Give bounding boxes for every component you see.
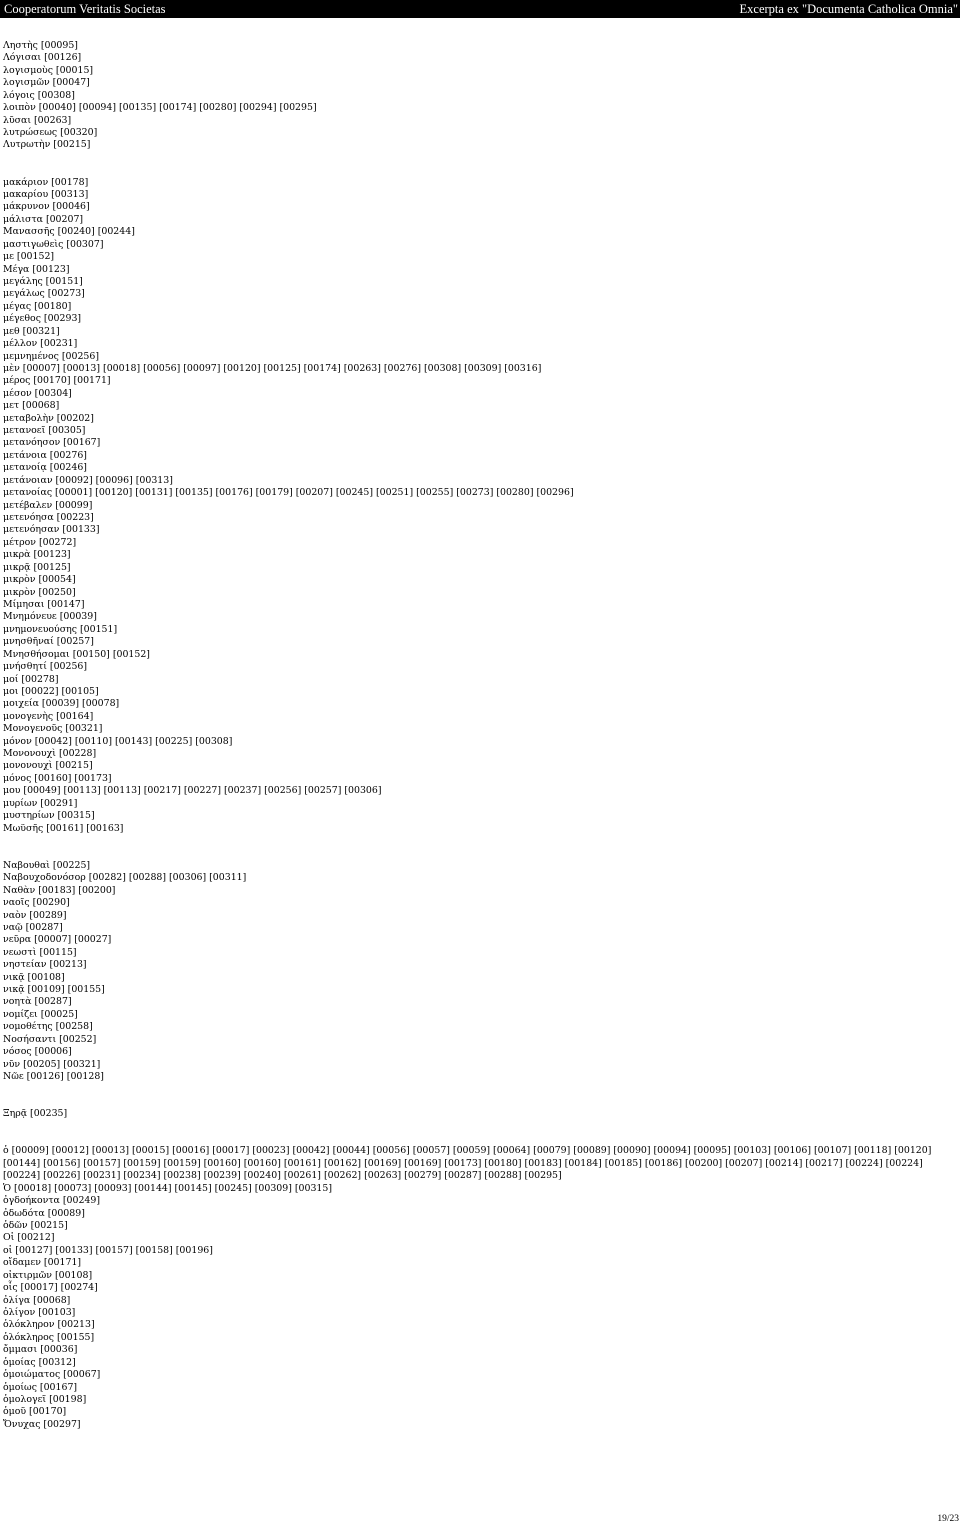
index-entry: ναῷ [00287] (3, 921, 63, 933)
index-entry: Ὁ [00018] [00073] [00093] [00144] [00145] [00245] [00309] [00315] (3, 1182, 333, 1194)
index-entry: ὁ [00009] [00012] [00013] [00015] [00016] [00017] [00023] [00042] [00044] [00056] [00057] [00059] [00064] [00079] [00089] [00090] [00094] [00095] [00103] [00106] [00107] [00118] [00120] [00144] [00156] [00157] [00159] [00159] [00160] [00160] [00161] [00162] [00169] [00169] [00173] [00180] [00183] [00184] [00185] [00186] [00200] [00207] [00214] [00217] [00224] [00224] [00224] [00226] [00231] [00234] [00238] [00239] [00240] [00261] [00262] [00263] [00279] [00287] [00288] [00295] (3, 1145, 932, 1182)
index-entry: λόγοις [00308] (3, 89, 75, 101)
index-entry: νοητὰ [00287] (3, 996, 72, 1008)
index-entry: Μανασσῆς [00240] [00244] (3, 226, 135, 238)
index-entry: νομοθέτης [00258] (3, 1021, 93, 1033)
index-entry: μακαρίου [00313] (3, 189, 89, 201)
page-header (0, 0, 960, 18)
index-entry: μεθ [00321] (3, 325, 60, 337)
index-entry: ὁμολογεῖ [00198] (3, 1393, 87, 1405)
index-entry: Μίμησαι [00147] (3, 598, 85, 610)
index-entry: μακάριον [00178] (3, 176, 89, 188)
index-entry: μεγάλης [00151] (3, 276, 83, 287)
index-entry: μνησθῆναί [00257] (3, 636, 94, 648)
index-entry: μετενόησα [00223] (3, 512, 94, 524)
index-section (3, 40, 948, 152)
index-entry: μετενόησαν [00133] (3, 524, 100, 536)
index-entry: οἰκτιρμῶν [00108] (3, 1269, 93, 1281)
index-entry: νεῦρα [00007] [00027] (3, 934, 112, 946)
index-entry: ὀγδοήκοντα [00249] (3, 1195, 100, 1207)
index-entry: Μονονουχὶ [00228] (3, 748, 97, 760)
page-number: 19/23 (937, 1514, 959, 1524)
index-entry: νικᾷ [00108] (3, 971, 65, 983)
index-entry: ὁμοίας [00312] (3, 1356, 76, 1368)
index-entry: Νῶε [00126] [00128] (3, 1070, 104, 1082)
index-entry: μετ [00068] (3, 400, 60, 412)
index-content (3, 40, 948, 1431)
index-entry: ὁδῶν [00215] (3, 1220, 68, 1232)
index-entry: Ναβουχοδονόσορ [00282] [00288] [00306] [00311] (3, 872, 247, 884)
index-entry: μεταβολὴν [00202] (3, 412, 94, 424)
index-entry: ὁμοιώματος [00067] (3, 1369, 101, 1381)
index-entry: ὀλίγα [00068] (3, 1294, 71, 1306)
index-entry: Μνημόνευε [00039] (3, 611, 97, 623)
index-entry: ὁλόκληρον [00213] (3, 1319, 95, 1331)
index-section (3, 177, 948, 835)
index-entry: μετάνοια [00276] (3, 449, 87, 461)
header-source: Excerpta ex "Documenta Catholica Omnia" (739, 2, 958, 16)
index-entry: ὁμοῦ [00170] (3, 1406, 67, 1418)
index-entry: ναοῖς [00290] (3, 897, 70, 909)
index-entry: μέρος [00170] [00171] (3, 375, 111, 387)
index-entry: λῦσαι [00263] (3, 114, 72, 126)
index-entry: μυρίων [00291] (3, 797, 78, 809)
index-entry: μέλλον [00231] (3, 338, 78, 350)
index-entry: νεωστὶ [00115] (3, 946, 77, 958)
index-entry: οἴδαμεν [00171] (3, 1257, 82, 1269)
index-entry: μοι [00022] [00105] (3, 685, 99, 697)
index-entry: μνημονευούσης [00151] (3, 623, 118, 635)
index-entry: μάλιστα [00207] (3, 213, 84, 225)
index-entry: Νοσήσαντι [00252] (3, 1033, 97, 1045)
index-entry: Μνησθήσομαι [00150] [00152] (3, 648, 150, 660)
index-entry: ὀλίγον [00103] (3, 1306, 76, 1318)
index-entry: μικρὰ [00123] (3, 549, 71, 561)
index-entry: μόνον [00042] [00110] [00143] [00225] [00308] (3, 735, 233, 747)
index-section (3, 860, 948, 1084)
index-entry: νηστείαν [00213] (3, 959, 87, 971)
index-entry: Μονογενοῦς [00321] (3, 723, 103, 735)
index-entry: οἷς [00017] [00274] (3, 1282, 98, 1294)
index-entry: ὄμμασι [00036] (3, 1344, 78, 1356)
index-entry: μετανόησον [00167] (3, 437, 101, 449)
index-entry: μαστιγωθεὶς [00307] (3, 238, 104, 250)
index-entry: λογισμῶν [00047] (3, 77, 90, 89)
index-entry: μέγας [00180] (3, 300, 72, 312)
index-entry: ὁλόκληρος [00155] (3, 1331, 95, 1343)
index-entry: Ληστὴς [00095] (3, 40, 78, 51)
index-entry: μάκρυνον [00046] (3, 201, 90, 213)
header-organization: Cooperatorum Veritatis Societas (4, 2, 166, 16)
index-entry: νομίζει [00025] (3, 1008, 78, 1020)
index-entry: Μωϋσῆς [00161] [00163] (3, 822, 124, 834)
index-entry: μετανοίας [00001] [00120] [00131] [00135] [00176] [00179] [00207] [00245] [00251] [00255] [00273] [00280] [00296] (3, 487, 574, 499)
index-entry: μοιχεία [00039] [00078] (3, 698, 120, 710)
index-entry: μονονουχὶ [00215] (3, 760, 93, 772)
index-entry: νικᾷ [00109] [00155] (3, 984, 105, 996)
index-entry: ὀδωδότα [00089] (3, 1207, 85, 1219)
index-entry: μετέβαλεν [00099] (3, 499, 93, 511)
index-entry: Μέγα [00123] (3, 263, 70, 275)
index-entry: μου [00049] [00113] [00113] [00217] [00227] [00237] [00256] [00257] [00306] (3, 785, 382, 797)
index-entry: με [00152] (3, 251, 55, 263)
index-section (3, 1108, 948, 1120)
index-section (3, 1145, 948, 1431)
index-entry: μονογενὴς [00164] (3, 710, 94, 722)
index-entry: λογισμοὺς [00015] (3, 64, 94, 76)
index-entry: μόνος [00160] [00173] (3, 772, 112, 784)
index-entry: Λυτρωτὴν [00215] (3, 139, 91, 151)
index-entry: νῦν [00205] [00321] (3, 1058, 101, 1070)
index-entry: ὁμοίως [00167] (3, 1381, 78, 1393)
index-entry: Οἱ [00212] (3, 1232, 55, 1244)
index-entry: μικρὸν [00054] (3, 574, 76, 586)
index-entry: μετανοεῖ [00305] (3, 425, 86, 437)
index-entry: Ναθὰν [00183] [00200] (3, 884, 116, 896)
index-entry: Ξηρᾷ [00235] (3, 1108, 68, 1120)
index-entry: λυτρώσεως [00320] (3, 126, 98, 138)
index-entry: μικρὸν [00250] (3, 586, 76, 598)
index-entry: μὲν [00007] [00013] [00018] [00056] [00097] [00120] [00125] [00174] [00263] [00276] [00308] [00309] [00316] (3, 362, 542, 374)
index-entry: μνήσθητί [00256] (3, 661, 88, 673)
index-entry: μετανοίᾳ [00246] (3, 462, 87, 474)
index-entry: μικρᾷ [00125] (3, 561, 71, 573)
index-entry: μέγεθος [00293] (3, 313, 82, 325)
index-entry: ναὸν [00289] (3, 909, 67, 921)
index-entry: μεγάλως [00273] (3, 288, 85, 300)
index-entry: νόσος [00006] (3, 1046, 72, 1058)
index-entry: λοιπὸν [00040] [00094] [00135] [00174] [00280] [00294] [00295] (3, 102, 317, 114)
index-entry: μετάνοιαν [00092] [00096] [00313] (3, 474, 173, 486)
index-entry: Ναβουθαὶ [00225] (3, 859, 91, 871)
index-entry: Λόγισαι [00126] (3, 52, 82, 64)
index-entry: μέτρον [00272] (3, 536, 77, 548)
index-entry: Ὄνυχας [00297] (3, 1418, 81, 1430)
index-entry: μυστηρίων [00315] (3, 810, 95, 822)
index-entry: μέσον [00304] (3, 387, 72, 399)
index-entry: οἱ [00127] [00133] [00157] [00158] [00196] (3, 1244, 213, 1256)
index-entry: μοί [00278] (3, 673, 59, 685)
index-entry: μεμνημένος [00256] (3, 350, 100, 362)
